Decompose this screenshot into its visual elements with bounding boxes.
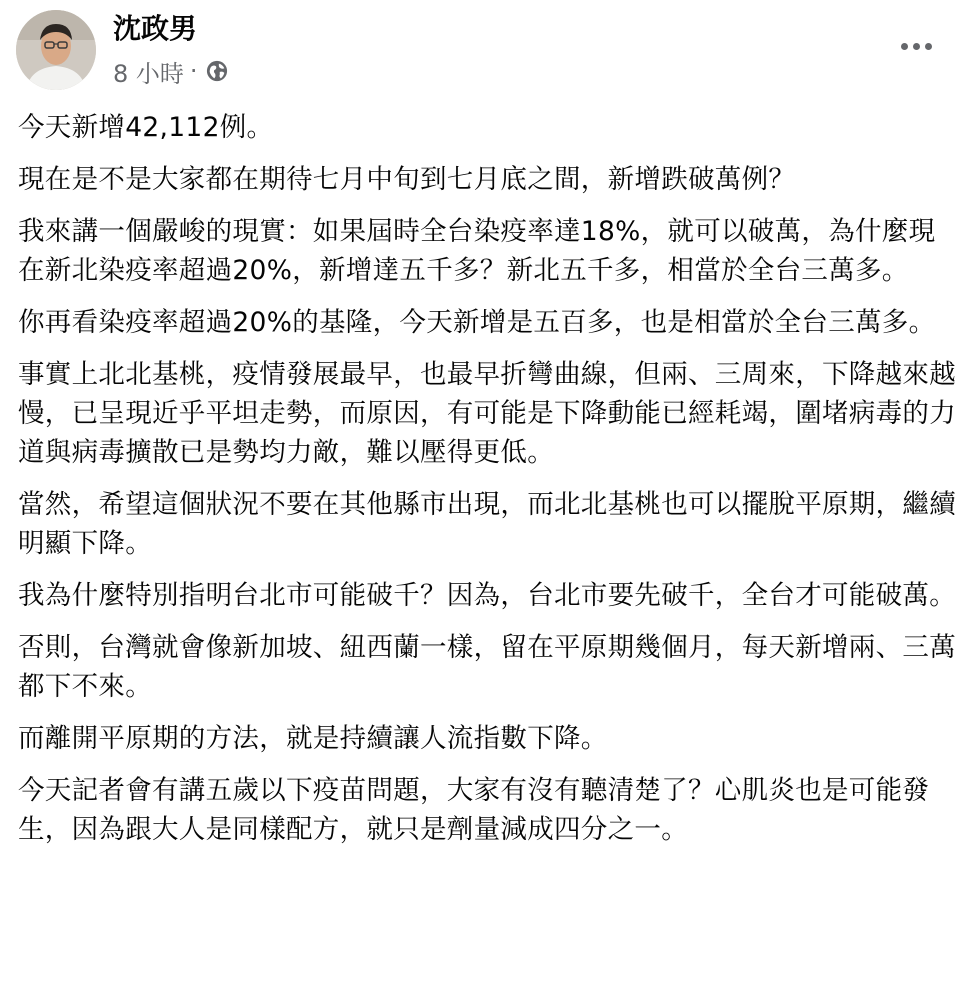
- post-paragraph: 我為什麼特別指明台北市可能破千？因為，台北市要先破千，全台才可能破萬。: [18, 580, 956, 611]
- more-dots-icon: [925, 43, 932, 50]
- post-header: [0, 0, 973, 100]
- more-dots-icon: [901, 43, 908, 50]
- author-avatar[interactable]: [16, 10, 96, 90]
- more-dots-icon: [913, 43, 920, 50]
- post-paragraph: 當然，希望這個狀況不要在其他縣市出現，而北北基桃也可以擺脫平原期，繼續明顯下降。: [18, 489, 956, 559]
- meta-separator: ·: [189, 57, 198, 85]
- post-paragraph: 今天記者會有講五歲以下疫苗問題，大家有沒有聽清楚了？心肌炎也是可能發生，因為跟大人是同樣配方，就只是劑量減成四分之一。: [18, 775, 930, 845]
- post-paragraph: 我來講一個嚴峻的現實：如果屆時全台染疫率達18%，就可以破萬，為什麼現在新北染疫率超過20%，新增達五千多？新北五千多，相當於全台三萬多。: [18, 216, 936, 286]
- more-options-button[interactable]: [890, 26, 942, 66]
- post-paragraph: 今天新增42,112例。: [18, 112, 274, 143]
- post-timestamp[interactable]: 8 小時: [113, 59, 184, 88]
- post-paragraph: 否則，台灣就會像新加坡、紐西蘭一樣，留在平原期幾個月，每天新增兩、三萬都下不來。: [18, 632, 956, 702]
- globe-icon[interactable]: [206, 60, 228, 82]
- post-paragraph: 現在是不是大家都在期待七月中旬到七月底之間，新增跌破萬例？: [18, 164, 796, 195]
- post-paragraph: 你再看染疫率超過20%的基隆，今天新增是五百多，也是相當於全台三萬多。: [18, 307, 936, 338]
- post-text: [18, 108, 958, 862]
- author-name[interactable]: 沈政男: [113, 12, 198, 45]
- post-meta: [113, 56, 228, 86]
- post-paragraph: 事實上北北基桃，疫情發展最早，也最早折彎曲線，但兩、三周來，下降越來越慢，已呈現近乎平坦走勢，而原因，有可能是下降動能已經耗竭，圍堵病毒的力道與病毒擴散已是勢均力敵，難以壓得更低。: [18, 359, 956, 468]
- post-paragraph: 而離開平原期的方法，就是持續讓人流指數下降。: [18, 723, 608, 754]
- avatar-photo: [16, 10, 96, 90]
